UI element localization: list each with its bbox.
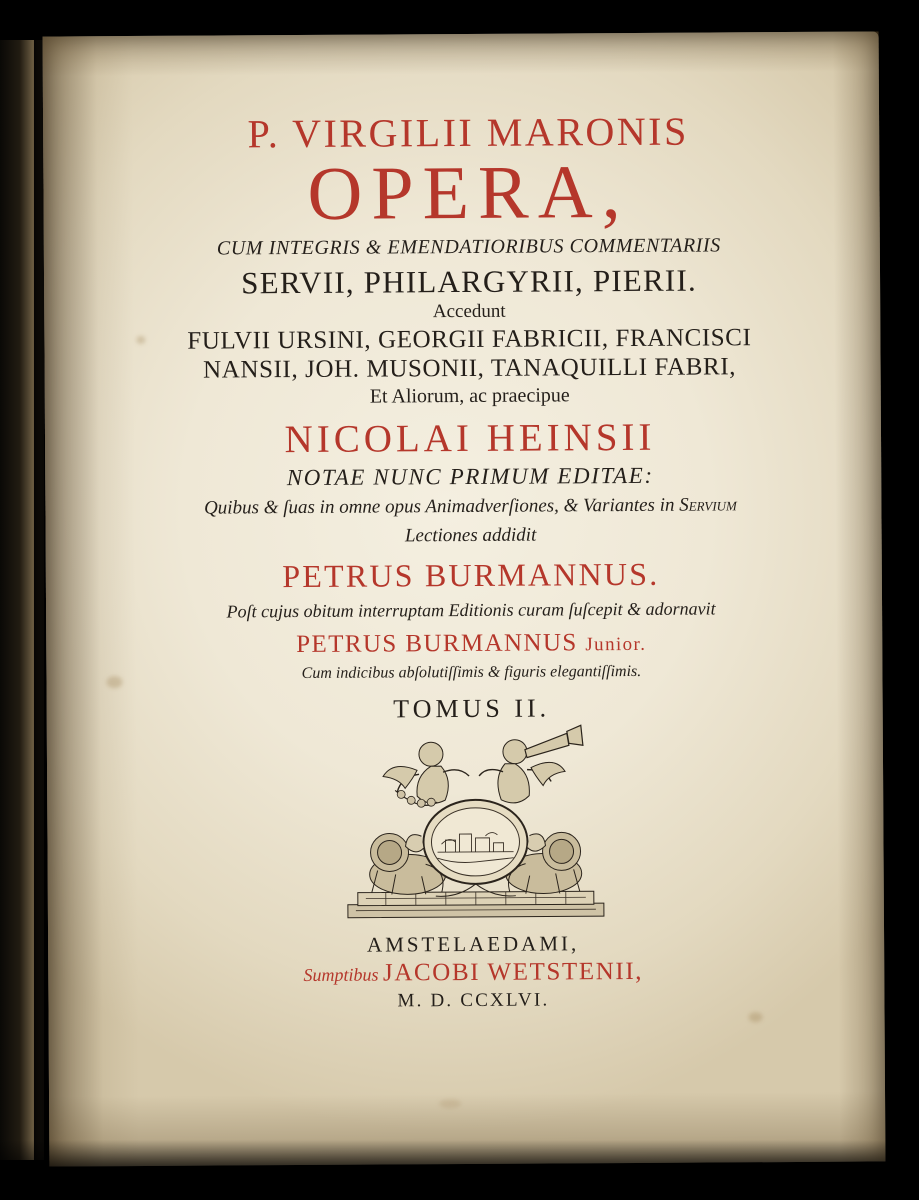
imprint-publisher-name: JACOBI WETSTENII, xyxy=(382,957,644,987)
contributors-line-1: FULVII URSINI, GEORGII FABRICII, FRANCISCI xyxy=(187,324,752,356)
title-page xyxy=(43,31,886,1166)
quibus-line-1 xyxy=(85,494,855,521)
volume-line: TOMUS II. xyxy=(393,693,551,724)
paper-foxing-spot xyxy=(749,1012,763,1022)
accedunt-label: Accedunt xyxy=(432,301,506,323)
work-title: OPERA, xyxy=(307,149,630,236)
commentary-note: CUM INTEGRIS & EMENDATIORIBUS COMMENTARIIS xyxy=(216,234,721,260)
printers-vignette-icon xyxy=(325,723,626,940)
quibus-text: Quibus & ſuas in omne opus Animadverſiones, & Variantes in xyxy=(203,495,680,520)
et-aliorum-line: Et Aliorum, ac praecipue xyxy=(369,384,570,409)
junior-editor-suffix: Junior. xyxy=(585,634,647,656)
contributors-line-2: NANSII, JOH. MUSONII, TANAQUILLI FABRI, xyxy=(203,353,737,384)
author-line: P. VIRGILII MARONIS xyxy=(247,108,689,157)
quibus-line-2: Lectiones addidit xyxy=(404,524,537,547)
imprint-year: M. D. CCXLVI. xyxy=(397,989,550,1012)
imprint-sumptibus: Sumptibus xyxy=(303,964,384,985)
servium-smallcaps: Servium xyxy=(679,494,737,517)
title-text-block xyxy=(83,110,857,727)
imprint-city: AMSTELAEDAMI, xyxy=(366,931,580,957)
page-top-edge-shading xyxy=(43,31,879,76)
junior-editor xyxy=(86,628,856,661)
imprint-publisher xyxy=(88,957,858,990)
indicibus-line: Cum indicibus abſolutiſſimis & figuris elegantiſſimis. xyxy=(301,663,642,683)
paper-foxing-spot xyxy=(439,1099,461,1108)
imprint-block xyxy=(88,930,858,1015)
junior-editor-name: PETRUS BURMANNUS xyxy=(296,629,586,659)
book-bottom-shadow xyxy=(0,1140,919,1200)
principal-editor: PETRUS BURMANNUS. xyxy=(282,556,660,595)
notae-line: NOTAE NUNC PRIMUM EDITAE: xyxy=(286,463,654,491)
commentators-line: SERVII, PHILARGYRII, PIERII. xyxy=(241,263,697,301)
editor-name: NICOLAI HEINSII xyxy=(284,416,656,462)
post-obitum-line: Poſt cujus obitum interruptam Editionis curam ſuſcepit & adornavit xyxy=(226,598,716,622)
